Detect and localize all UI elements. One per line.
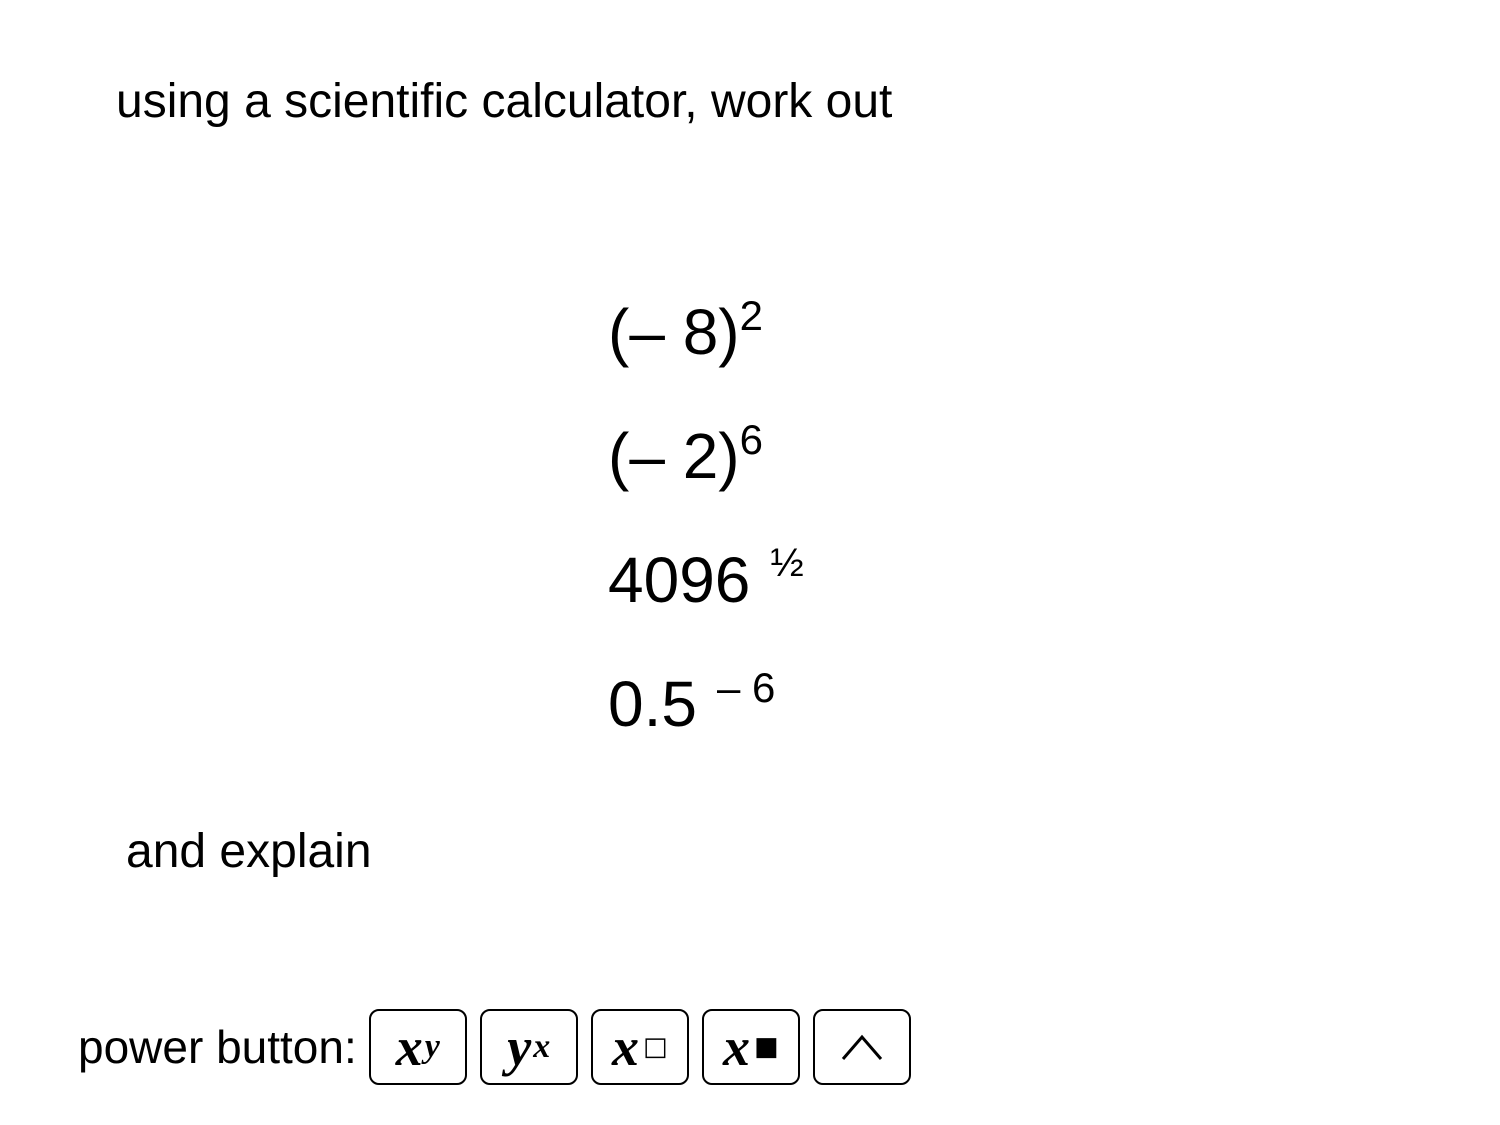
caret-up-icon xyxy=(813,1009,911,1085)
expression-item xyxy=(608,416,804,492)
x-empty-box-icon: x □ xyxy=(591,1009,689,1085)
x-filled-box-icon: x ■ xyxy=(702,1009,800,1085)
caret-up-glyph xyxy=(839,1031,885,1063)
expression-item xyxy=(608,541,804,616)
expression-item xyxy=(608,292,804,368)
instruction-text: using a scientific calculator, work out xyxy=(116,75,893,128)
expression-exponent: ½ xyxy=(770,541,804,585)
expression-base: 4096 xyxy=(608,544,751,616)
expression-exponent: – 6 xyxy=(716,664,776,711)
power-button-label: power button: xyxy=(78,1021,357,1073)
expression-exponent: 2 xyxy=(739,292,763,339)
expression-base: (– 2) xyxy=(608,420,740,492)
y-to-the-x-icon: y x xyxy=(480,1009,578,1085)
key-base: y xyxy=(507,1017,532,1077)
expression-base: (– 8) xyxy=(608,296,740,368)
x-to-the-y-icon: x y xyxy=(369,1009,467,1085)
key-base: x xyxy=(722,1017,750,1077)
key-base: x xyxy=(611,1017,639,1077)
expression-base: 0.5 xyxy=(608,668,697,740)
expression-exponent: 6 xyxy=(739,416,763,463)
expression-list xyxy=(608,292,804,792)
power-button-row xyxy=(78,1008,924,1086)
expression-item xyxy=(608,664,804,740)
key-base: x xyxy=(395,1017,423,1077)
explain-text: and explain xyxy=(126,825,372,878)
